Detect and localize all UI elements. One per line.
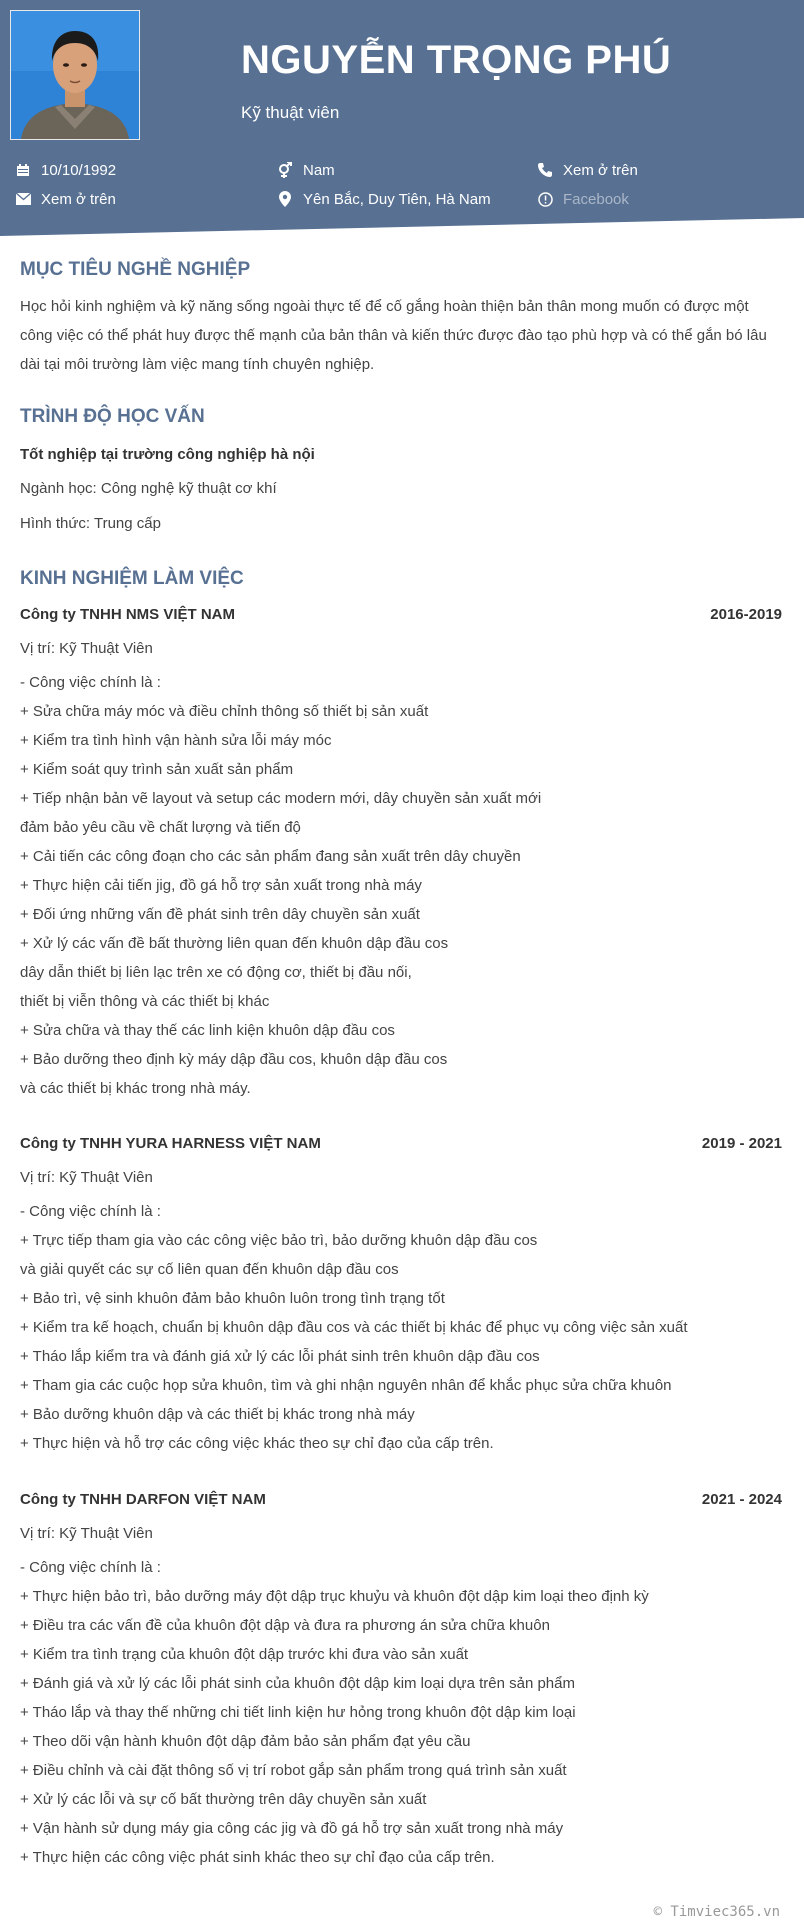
education-major: Ngành học: Công nghệ kỹ thuật cơ khí <box>20 480 277 497</box>
job-duty-line: đảm bảo yêu cầu về chất lượng và tiến độ <box>20 819 301 836</box>
job-duty-line: + Thực hiện bảo trì, bảo dưỡng máy đột dập trục khuỷu và khuôn đột dập kim loại theo định kỳ <box>20 1588 649 1605</box>
job-period: 2019 - 2021 <box>701 1135 782 1152</box>
email-value: Xem ở trên <box>41 190 116 208</box>
objective-text: Học hỏi kinh nghiệm và kỹ năng sống ngoài thực tế để cố gắng hoàn thiện bản thân mong muốn có được một công việc có thể phát huy được thế mạnh của bản thân và kiến thức được đào tạo phù hợp và có thể gắn bó lâu dài tại môi trường làm việc mang tính chuyên nghiệp. <box>20 298 767 373</box>
watermark: © Timviec365.vn <box>653 1904 780 1920</box>
job-duty-line: + Đối ứng những vấn đề phát sinh trên dây chuyền sản xuất <box>20 906 420 923</box>
job-duty-line: + Tham gia các cuộc họp sửa khuôn, tìm và ghi nhận nguyên nhân để khắc phục sửa chữa khuôn <box>20 1377 672 1394</box>
job-duty-line: + Vận hành sử dụng máy gia công các jig và đồ gá hỗ trợ sản xuất trong nhà máy <box>20 1820 564 1837</box>
job-duty-line: + Thực hiện cải tiến jig, đồ gá hỗ trợ sản xuất trong nhà máy <box>20 877 422 894</box>
job-duty-line: - Công việc chính là : <box>20 674 161 691</box>
gender-icon <box>276 161 294 179</box>
info-social[interactable] <box>536 190 629 208</box>
job-duty-line: thiết bị viễn thông và các thiết bị khác <box>20 993 270 1010</box>
job-period: 2016-2019 <box>710 606 782 623</box>
job-duty-line: + Tháo lắp kiểm tra và đánh giá xử lý các lỗi phát sinh trên khuôn dập đầu cos <box>20 1348 540 1365</box>
info-phone <box>536 161 638 179</box>
job-duty-line: + Sửa chữa máy móc và điều chỉnh thông số thiết bị sản xuất <box>20 703 429 720</box>
info-email <box>14 190 116 208</box>
gender-value: Nam <box>303 161 335 179</box>
job-duty-line: - Công việc chính là : <box>20 1203 161 1220</box>
job-duty-line: + Sửa chữa và thay thế các linh kiện khuôn dập đầu cos <box>20 1022 395 1039</box>
job-duty-line: + Kiểm tra kế hoạch, chuẩn bị khuôn dập đầu cos và các thiết bị khác để phục vụ công việc sản xuất <box>20 1319 688 1336</box>
phone-icon <box>536 161 554 179</box>
job-duty-line: + Bảo trì, vệ sinh khuôn đảm bảo khuôn luôn trong tình trạng tốt <box>20 1290 445 1307</box>
job-duty-line: + Điều tra các vấn đề của khuôn đột dập và đưa ra phương án sửa chữa khuôn <box>20 1617 550 1634</box>
phone-value: Xem ở trên <box>563 161 638 179</box>
avatar <box>10 10 140 140</box>
objective-title: MỤC TIÊU NGHỀ NGHIỆP <box>20 259 251 280</box>
job-duty-line: dây dẫn thiết bị liên lạc trên xe có động cơ, thiết bị đầu nối, <box>20 964 412 981</box>
education-form: Hình thức: Trung cấp <box>20 515 161 532</box>
job-company: Công ty TNHH DARFON VIỆT NAM <box>20 1491 266 1508</box>
calendar-icon <box>14 161 32 179</box>
job-duty-line: + Xử lý các vấn đề bất thường liên quan đến khuôn dập đầu cos <box>20 935 449 952</box>
job-duty-line: + Kiểm tra tình trạng của khuôn đột dập trước khi đưa vào sản xuất <box>20 1646 469 1663</box>
job-period: 2021 - 2024 <box>701 1491 782 1508</box>
job-duty-line: + Đánh giá và xử lý các lỗi phát sinh của khuôn đột dập kim loại dựa trên sản phẩm <box>20 1675 575 1692</box>
job-position: Vị trí: Kỹ Thuật Viên <box>20 1169 153 1186</box>
job-duty-line: + Kiểm soát quy trình sản xuất sản phẩm <box>20 761 294 778</box>
job-duty-line: - Công việc chính là : <box>20 1559 161 1576</box>
job-duty-line: + Tháo lắp và thay thế những chi tiết linh kiện hư hỏng trong khuôn đột dập kim loại <box>20 1704 576 1721</box>
job-duty-line: + Cải tiến các công đoạn cho các sản phẩm đang sản xuất trên dây chuyền <box>20 848 521 865</box>
location-icon <box>276 190 294 208</box>
job-title: Kỹ thuật viên <box>241 103 340 122</box>
job-position: Vị trí: Kỹ Thuật Viên <box>20 640 153 657</box>
job-duty-line: + Kiểm tra tình hình vận hành sửa lỗi máy móc <box>20 732 332 749</box>
job-company: Công ty TNHH NMS VIỆT NAM <box>20 606 235 623</box>
job-position: Vị trí: Kỹ Thuật Viên <box>20 1525 153 1542</box>
info-birthday <box>14 161 116 179</box>
info-address <box>276 190 491 208</box>
candidate-name: NGUYỄN TRỌNG PHÚ <box>241 38 672 82</box>
job-duty-line: + Thực hiện các công việc phát sinh khác theo sự chỉ đạo của cấp trên. <box>20 1849 495 1866</box>
social-link[interactable]: Facebook <box>563 190 629 208</box>
birthday-value: 10/10/1992 <box>41 161 117 179</box>
job-duty-line: + Tiếp nhận bản vẽ layout và setup các modern mới, dây chuyền sản xuất mới <box>20 790 542 807</box>
mail-icon <box>14 190 32 208</box>
job-duty-line: và các thiết bị khác trong nhà máy. <box>20 1080 251 1097</box>
education-title: TRÌNH ĐỘ HỌC VẤN <box>20 406 205 427</box>
education-school: Tốt nghiệp tại trường công nghiệp hà nội <box>20 446 315 463</box>
job-company: Công ty TNHH YURA HARNESS VIỆT NAM <box>20 1135 321 1152</box>
job-duty-line: + Thực hiện và hỗ trợ các công việc khác theo sự chỉ đạo của cấp trên. <box>20 1435 494 1452</box>
job-duty-line: + Điều chỉnh và cài đặt thông số vị trí robot gắp sản phẩm trong quá trình sản xuất <box>20 1762 567 1779</box>
info-gender <box>276 161 335 179</box>
job-duty-line: + Trực tiếp tham gia vào các công việc bảo trì, bảo dưỡng khuôn dập đầu cos <box>20 1232 538 1249</box>
job-duty-line: + Theo dõi vận hành khuôn đột dập đảm bảo sản phẩm đạt yêu cầu <box>20 1733 471 1750</box>
job-duty-line: + Bảo dưỡng theo định kỳ máy dập đầu cos, khuôn dập đầu cos <box>20 1051 448 1068</box>
address-value: Yên Bắc, Duy Tiên, Hà Nam <box>303 190 491 208</box>
experience-title: KINH NGHIỆM LÀM VIỆC <box>20 568 244 589</box>
job-duty-line: và giải quyết các sự cố liên quan đến khuôn dập đầu cos <box>20 1261 399 1278</box>
info-icon <box>536 190 554 208</box>
job-duty-line: + Xử lý các lỗi và sự cố bất thường trên dây chuyền sản xuất <box>20 1791 427 1808</box>
job-duty-line: + Bảo dưỡng khuôn dập và các thiết bị khác trong nhà máy <box>20 1406 415 1423</box>
